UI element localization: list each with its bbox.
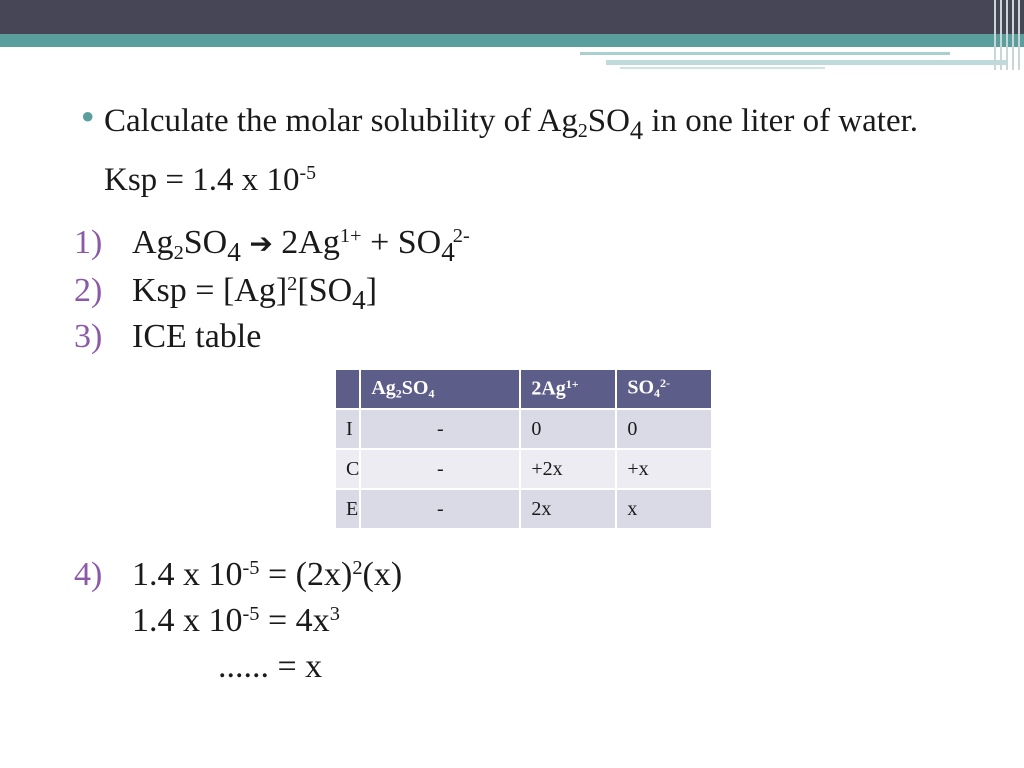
arrow-icon: ➔ [249, 227, 273, 260]
step-number: 1) [74, 224, 103, 261]
header-band [0, 0, 1024, 34]
table-row [335, 449, 712, 489]
table-header-cell: $SO_4^{2-}$ [616, 369, 712, 409]
table-cell: I [335, 409, 360, 449]
question-text: Calculate the molar solubility of $Ag_2SO_4$ in one liter of water. Ksp = 1.4 x $10^{-5}$ [104, 103, 919, 198]
table-cell: - [360, 449, 520, 489]
header-decor-line [620, 67, 825, 69]
step-2-ksp: Ksp = $[Ag]^2[SO_4]$ [132, 272, 378, 316]
table-cell: E [335, 489, 360, 529]
table-cell: x [616, 489, 712, 529]
header-decor-bars [990, 0, 1024, 70]
table-header-cell: $Ag_2SO_4$ [360, 369, 520, 409]
ice-table [334, 368, 713, 530]
table-cell: - [360, 489, 520, 529]
step-4-line-2: 1.4 x $10^{-5} = 4x^3$ [132, 602, 340, 639]
table-cell: 0 [520, 409, 616, 449]
table-cell: 2x [520, 489, 616, 529]
table-row [335, 489, 712, 529]
table-header-cell: $2Ag^{1+}$ [520, 369, 616, 409]
table-cell: +2x [520, 449, 616, 489]
step-4-line-3: ...... = x [218, 648, 323, 685]
step-4-line-1: 1.4 x $10^{-5} = (2x)^2(x)$ [132, 556, 403, 593]
bullet-icon: • [78, 98, 98, 137]
header-decor-line [580, 52, 950, 55]
step-number: 4) [74, 556, 103, 593]
table-cell: 0 [616, 409, 712, 449]
step-3-text: ICE table [132, 318, 262, 355]
step-number: 2) [74, 272, 103, 309]
header-accent-band [0, 34, 1024, 47]
step-number: 3) [74, 318, 103, 355]
table-cell: C [335, 449, 360, 489]
table-row [335, 409, 712, 449]
step-1-equation: $Ag_2SO_4$ ➔ $2Ag^{1+} + SO_4^{2-}$ [132, 224, 470, 268]
table-cell: - [360, 409, 520, 449]
table-cell: +x [616, 449, 712, 489]
header-decor-line [606, 60, 1006, 65]
table-header-cell [335, 369, 360, 409]
